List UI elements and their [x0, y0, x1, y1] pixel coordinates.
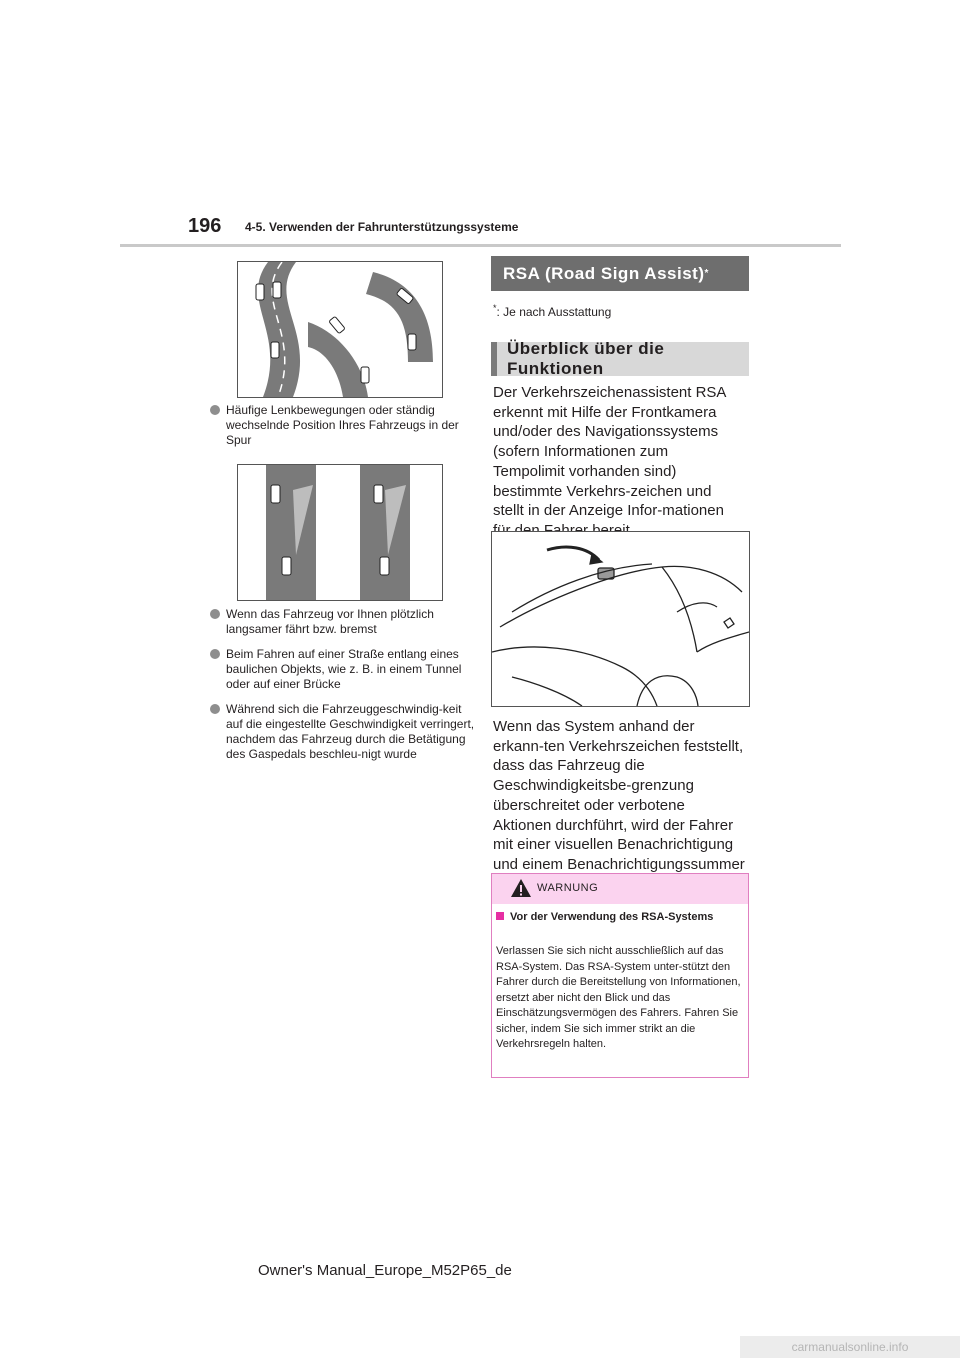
bullet-text: Während sich die Fahrzeuggeschwindig-keit auf die eingestellte Geschwindigkeit verringert, nachdem das Fahrzeug durch die Betätigung des Gaspedals beschleu-nigt wurde	[226, 702, 475, 761]
bullet-item-4	[210, 702, 476, 762]
curved-roads-illustration	[238, 262, 442, 397]
page-number: 196	[188, 215, 222, 237]
bullet-dot-icon	[210, 405, 220, 415]
bullet-item-1	[210, 403, 476, 448]
rsa-title: RSA (Road Sign Assist)	[503, 263, 705, 283]
car-front-camera-illustration	[492, 532, 749, 706]
footnote-mark: *	[493, 303, 497, 313]
warning-subtitle	[496, 910, 736, 924]
bullet-dot-icon	[210, 649, 220, 659]
bullet-dot-icon	[210, 704, 220, 714]
footnote-text: : Je nach Ausstattung	[496, 305, 612, 319]
bullet-item-3	[210, 647, 481, 692]
bullet-text: Häufige Lenkbewegungen oder ständig wechselnde Position Ihres Fahrzeugs in der Spur	[226, 403, 459, 447]
figure-curved-roads	[237, 261, 443, 398]
bullet-text: Beim Fahren auf einer Straße entlang eines baulichen Objekts, wie z. B. in einem Tunnel oder auf einer Brücke	[226, 647, 462, 691]
bullet-item-2	[210, 607, 476, 637]
rsa-title-mark: *	[704, 268, 709, 279]
header-divider	[120, 244, 841, 247]
bullet-dot-icon	[210, 609, 220, 619]
footer-text: Owner's Manual_Europe_M52P65_de	[258, 1262, 512, 1279]
warning-title: WARNUNG	[537, 882, 599, 894]
section-title: 4-5. Verwenden der Fahrunterstützungssysteme	[245, 220, 519, 234]
paragraph-rsa-warning-behavior: Wenn das System anhand der erkann-ten Verkehrszeichen feststellt, dass das Fahrzeug die Geschwindigkeitsbe-grenzung überschreitet oder verbotene Aktionen durchführt, wird der Fahrer mit einer visuellen Benachrichtigung und einem Benachrichtigungssummer	[493, 718, 745, 873]
footnote	[493, 303, 611, 319]
warning-header	[492, 874, 748, 904]
warning-text: Verlassen Sie sich nicht ausschließlich auf das RSA-System. Das RSA-System unter-stützt den Fahrer durch die Bereitstellung von Informationen, ersetzt aber nicht den Blick und das Einschätzungsvermögen des Fahrers. Fahren Sie sicher, indem Sie sich immer strikt an die Verkehrsregeln halten.	[496, 945, 741, 1050]
bullet-text: Wenn das Fahrzeug vor Ihnen plötzlich langsamer fährt bzw. bremst	[226, 607, 434, 636]
overview-title: Überblick über die Funktionen	[507, 339, 665, 378]
overview-title-bar	[491, 339, 749, 378]
warning-subtitle-text: Vor der Verwendung des RSA-Systems	[510, 911, 714, 923]
square-bullet-icon	[496, 912, 504, 920]
rsa-title-bar	[491, 256, 749, 291]
warning-box	[491, 873, 749, 1078]
warning-triangle-icon	[510, 878, 532, 898]
figure-front-camera	[491, 531, 750, 707]
straight-lanes-illustration	[238, 465, 442, 600]
paragraph-rsa-intro: Der Verkehrszeichenassistent RSA erkennt mit Hilfe der Frontkamera und/oder des Navigationssystems (sofern Informationen zum Tempolimit vorhanden sind) bestimmte Verkehrs-zeichen und stellt in der Anzeige Infor-mationen	[493, 384, 726, 520]
watermark: carmanualsonline.info	[740, 1336, 960, 1358]
figure-straight-lanes	[237, 464, 443, 601]
